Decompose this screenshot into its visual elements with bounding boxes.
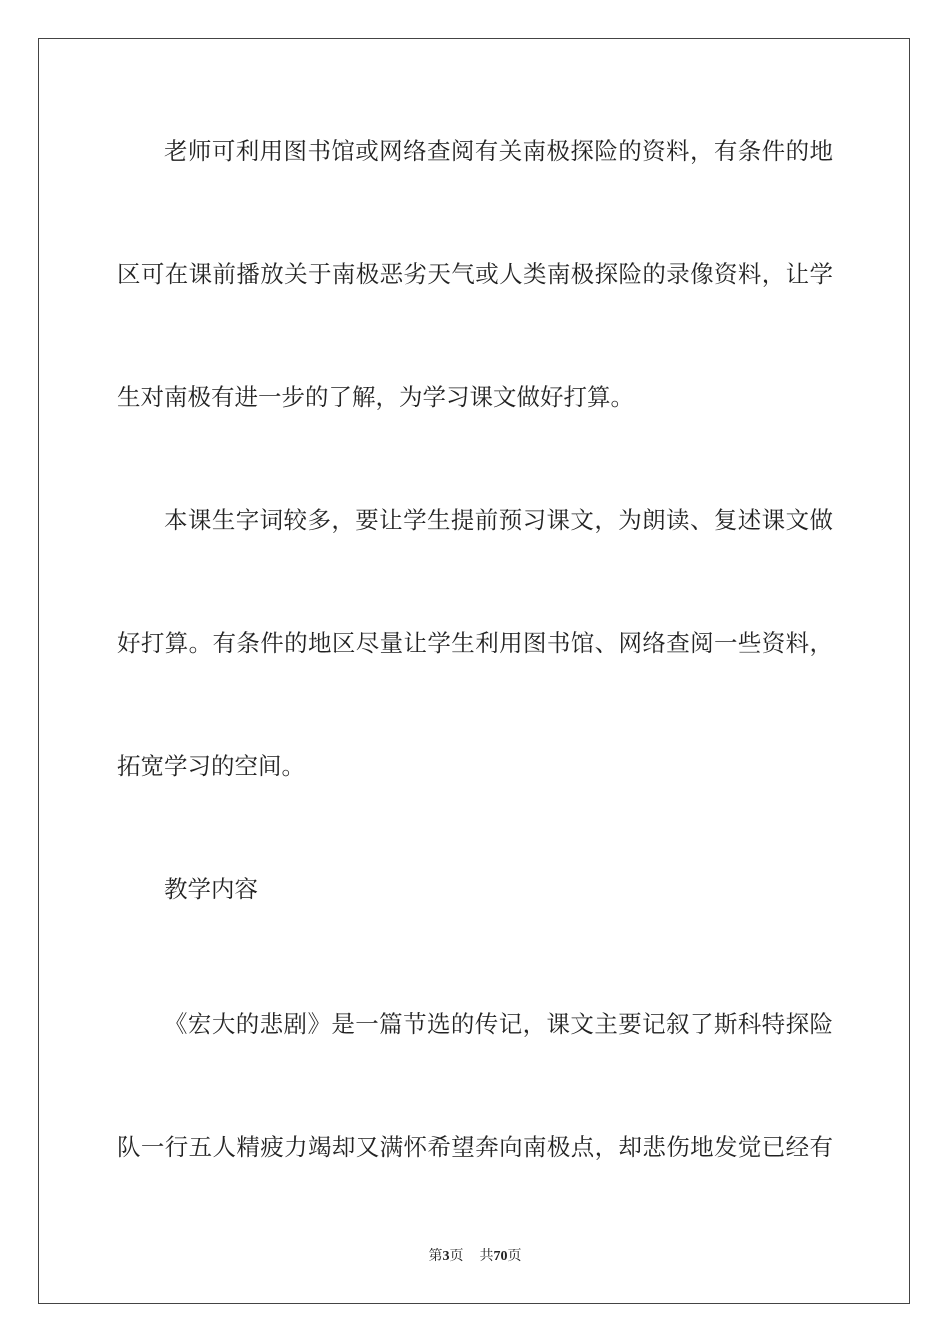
paragraph-1-line-2: 区可在课前播放关于南极恶劣天气或人类南极探险的录像资料，让学 bbox=[117, 260, 833, 288]
paragraph-2-line-3: 拓宽学习的空间。 bbox=[117, 752, 305, 780]
paragraph-1-line-1: 老师可利用图书馆或网络查阅有关南极探险的资料，有条件的地 bbox=[164, 137, 833, 165]
page-footer bbox=[0, 1247, 950, 1266]
page-prefix: 第 bbox=[428, 1248, 443, 1264]
page-suffix: 页 bbox=[449, 1248, 464, 1264]
paragraph-3-line-2: 队一行五人精疲力竭却又满怀希望奔向南极点，却悲伤地发觉已经有 bbox=[117, 1133, 833, 1161]
total-prefix: 共 bbox=[479, 1248, 494, 1264]
paragraph-2-line-2: 好打算。有条件的地区尽量让学生利用图书馆、网络查阅一些资料， bbox=[117, 629, 833, 657]
section-heading: 教学内容 bbox=[164, 875, 258, 903]
paragraph-1-line-3: 生对南极有进一步的了解，为学习课文做好打算。 bbox=[117, 383, 634, 411]
total-pages: 70 bbox=[493, 1249, 508, 1264]
page-border bbox=[38, 38, 910, 1304]
total-suffix: 页 bbox=[507, 1248, 522, 1264]
page-number: 3 bbox=[442, 1249, 450, 1264]
paragraph-2-line-1: 本课生字词较多，要让学生提前预习课文，为朗读、复述课文做 bbox=[164, 506, 833, 534]
paragraph-3-line-1: 《宏大的悲剧》是一篇节选的传记，课文主要记叙了斯科特探险 bbox=[164, 1010, 833, 1038]
